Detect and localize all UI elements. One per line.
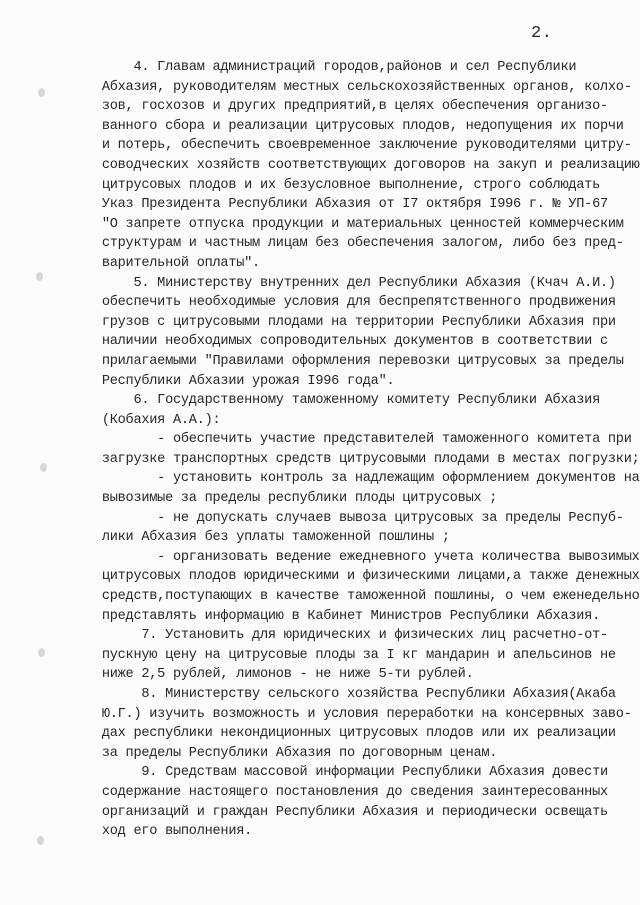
document-body [86,58,640,842]
text-line: - установить контроль за надлежащим оформлением документов на [86,471,640,487]
text-line: за пределы Республики Абхазия по договорным ценам. [86,745,498,761]
text-line: прилагаемыми "Правилами оформления перевозки цитрусовых за пределы [86,353,624,369]
text-line: Ю.Г.) изучить возможность и условия переработки на консервных заво- [86,706,632,722]
text-line: дах республики некондиционных цитрусовых плодов или их реализации [86,726,616,742]
text-line: наличии необходимых сопроводительных документов в соответствии с [86,334,608,350]
text-line: организаций и граждан Республики Абхазия и периодически освещать [86,804,608,820]
text-line: Абхазия, руководителям местных сельскохозяйственных органов, колхо- [86,79,632,95]
text-line: 8. Министерству сельского хозяйства Республики Абхазия(Акаба [86,687,616,702]
text-line: представлять информацию в Кабинет Министров Республики Абхазия. [86,608,600,624]
text-line: - организовать ведение ежедневного учета количества вывозимых [86,549,640,565]
text-line: пускную цену на цитрусовые плоды за I кг мандарин и апельсинов не [86,647,616,663]
binding-hole-mark [38,88,45,97]
text-line: Указ Президента Республики Абхазия от I7 октября I996 г. № УП-67 [86,197,608,213]
text-line: грузов с цитрусовыми плодами на территории Республики Абхазия при [86,314,616,330]
text-line: ниже 2,5 рублей, лимонов - не ниже 5-ти рублей. [86,667,474,683]
text-line: ванного сбора и реализации цитрусовых плодов, недопущения их порчи [86,118,624,134]
text-line: 7. Установить для юридических и физических лиц расчетно-от- [86,628,608,644]
text-line: 6. Государственному таможенному комитету Республики Абхазия [86,393,600,409]
text-line: "О запрете отпуска продукции и материальных ценностей коммерческим [86,216,624,232]
text-line: 5. Министерству внутренних дел Республики Абхазия (Кчач А.И.) [86,275,616,291]
binding-hole-mark [38,648,45,657]
text-line: ход его выполнения. [86,824,253,840]
text-line: обеспечить необходимые условия для беспрепятственного продвижения [86,295,616,311]
binding-hole-mark [36,272,43,281]
text-line: 4. Главам администраций городов,районов и сел Республики [86,60,577,75]
text-line: - не допускать случаев вывоза цитрусовых за пределы Респуб- [86,510,624,526]
text-line: вывозимые за пределы республики плоды цитрусовых ; [86,491,498,507]
text-line: 9. Средствам массовой информации Республики Абхазия довести [86,765,608,781]
text-line: загрузке транспортных средств цитрусовыми плодами в местах погрузки; [86,451,640,467]
text-line: и потерь, обеспечить своевременное заключение руководителями цитру- [86,138,632,154]
text-line: лики Абхазия без уплаты таможенной пошлины ; [86,530,450,546]
text-line: Республики Абхазии урожая I996 года". [86,373,395,389]
text-line: цитрусовых плодов юридическими и физическими лицами,а также денежных [86,569,640,585]
text-line: структурам и частным лицам без обеспечения залогом, либо без пред- [86,236,624,252]
binding-hole-mark [37,836,44,845]
text-line: - обеспечить участие представителей таможенного комитета при [86,432,632,448]
text-line: содержание настоящего постановления до сведения заинтересованных [86,784,608,800]
text-line: (Кобахия А.А.): [86,412,221,428]
text-line: варительной оплаты". [86,255,260,271]
text-line: зов, госхозов и других предприятий,в целях обеспечения организо- [86,99,608,115]
page-number: 2. [531,24,553,43]
text-line: цитрусовых плодов и их безусловное выполнение, строго соблюдать [86,177,600,193]
text-line: соводческих хозяйств соответствующих договоров на закуп и реализацию [86,157,640,173]
text-line: средств,поступающих в качестве таможенной пошлины, о чем еженедельно [86,589,640,605]
binding-hole-mark [40,463,47,472]
